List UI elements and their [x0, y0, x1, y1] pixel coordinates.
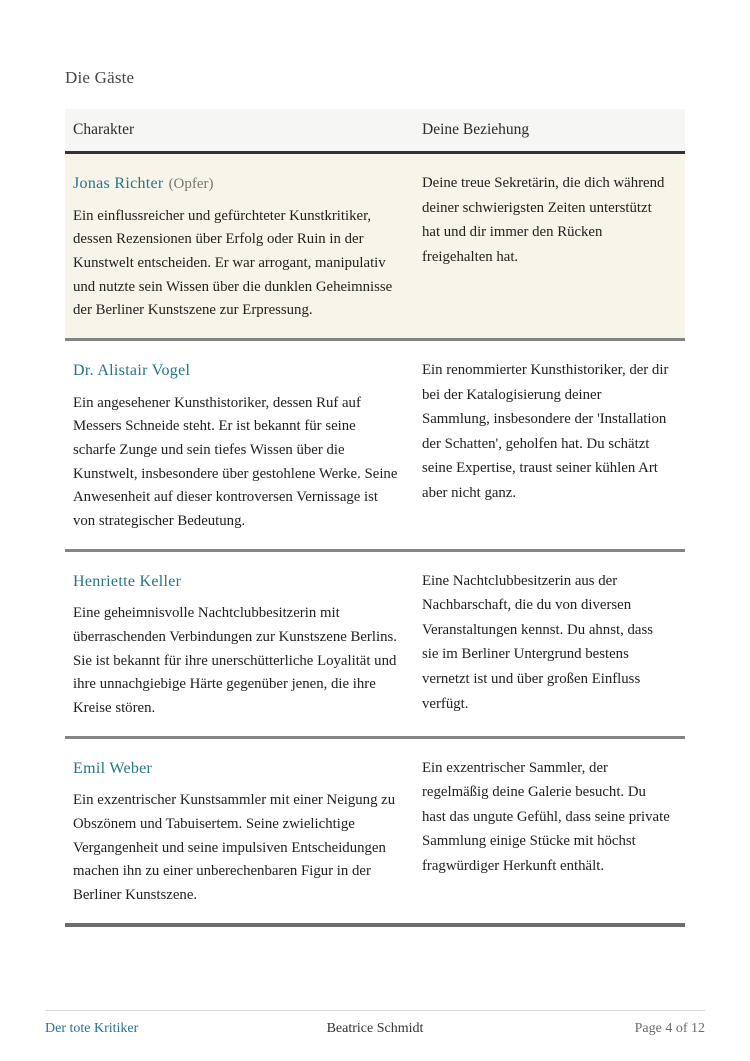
section-title: Die Gäste — [65, 68, 135, 87]
footer-document-title: Der tote Kritiker — [45, 1021, 139, 1036]
relationship-cell — [414, 737, 685, 925]
table-row-alistair-vogel — [65, 340, 685, 551]
character-name: Henriette Keller — [73, 572, 182, 590]
relationship-text: Deine treue Sekretärin, die dich während deiner schwierigsten Zeiten unterstützt hat und dir immer den Rücken freigehalten hat. — [422, 175, 665, 265]
relationship-cell — [414, 340, 685, 551]
character-description: Ein einflussreicher und gefürchteter Kunstkritiker, dessen Rezensionen über Erfolg oder Ruin in der Kunstwelt entscheiden. Er war arrogant, manipulativ und nutzte sein Wissen über die dunklen Geheimnisse der Berliner Kunstszene zur Erpressung. — [73, 207, 393, 319]
footer-character-name: Beatrice Schmidt — [326, 1021, 424, 1036]
table-row-jonas-richter — [65, 153, 685, 340]
relationship-text: Ein exzentrischer Sammler, der regelmäßig deine Galerie besucht. Du hast das ungute Gefühl, dass seine private Sammlung einige Stücke mit höchst fragwürdiger Herkunft enthält. — [422, 759, 670, 875]
character-tag: (Opfer) — [168, 176, 214, 192]
page-footer — [45, 1010, 705, 1037]
character-cell — [65, 153, 414, 340]
character-description: Ein angesehener Kunsthistoriker, dessen Ruf auf Messers Schneide steht. Er ist bekannt für seine scharfe Zunge und sein tiefes Wissen über die Kunstwelt, insbesondere über gestohlene Werke. Seine Anwesenheit auf dieser kontroversen Vernissage ist von strategischer Bedeutung. — [73, 394, 398, 530]
column-header-relationship: Deine Beziehung — [414, 109, 685, 153]
character-cell — [65, 340, 414, 551]
relationship-cell — [414, 550, 685, 737]
relationship-text: Ein renommierter Kunsthistoriker, der dir bei der Katalogisierung deiner Sammlung, insbesondere der 'Installation der Schatten', geholfen hat. Du schätzt seine Expertise, traust seiner kühlen Art aber nicht ganz. — [422, 362, 669, 501]
character-cell — [65, 737, 414, 925]
relationship-cell — [414, 153, 685, 340]
character-name: Dr. Alistair Vogel — [73, 362, 191, 380]
footer-page-number: Page 4 of 12 — [634, 1021, 705, 1036]
character-name: Jonas Richter — [73, 175, 164, 192]
table-header-row — [65, 109, 685, 153]
character-description: Ein exzentrischer Kunstsammler mit einer Neigung zu Obszönem und Tabuisertem. Seine zwielichtige Vergangenheit und seine impulsiven Entscheidungen machen ihn zu einer unberechenbaren Figur in der Berliner Kunstszene. — [73, 792, 396, 904]
character-cell — [65, 550, 414, 737]
relationship-text: Eine Nachtclubbesitzerin aus der Nachbarschaft, die du von diversen Veranstaltungen kennst. Du ahnst, dass sie im Berliner Untergrund bestens vernetzt ist und über großen Einfluss verfügt. — [422, 572, 653, 712]
column-header-character: Charakter — [65, 109, 414, 153]
character-name: Emil Weber — [73, 759, 153, 777]
character-description: Eine geheimnisvolle Nachtclubbesitzerin mit überraschenden Verbindungen zur Kunstszene Berlins. Sie ist bekannt für ihre unerschütterliche Loyalität und ihre unnachgiebige Härte gegenüber jenen, die ihre Kreise stören. — [73, 605, 397, 717]
table-row-emil-weber — [65, 737, 685, 925]
guests-table — [65, 109, 685, 927]
table-row-henriette-keller — [65, 550, 685, 737]
